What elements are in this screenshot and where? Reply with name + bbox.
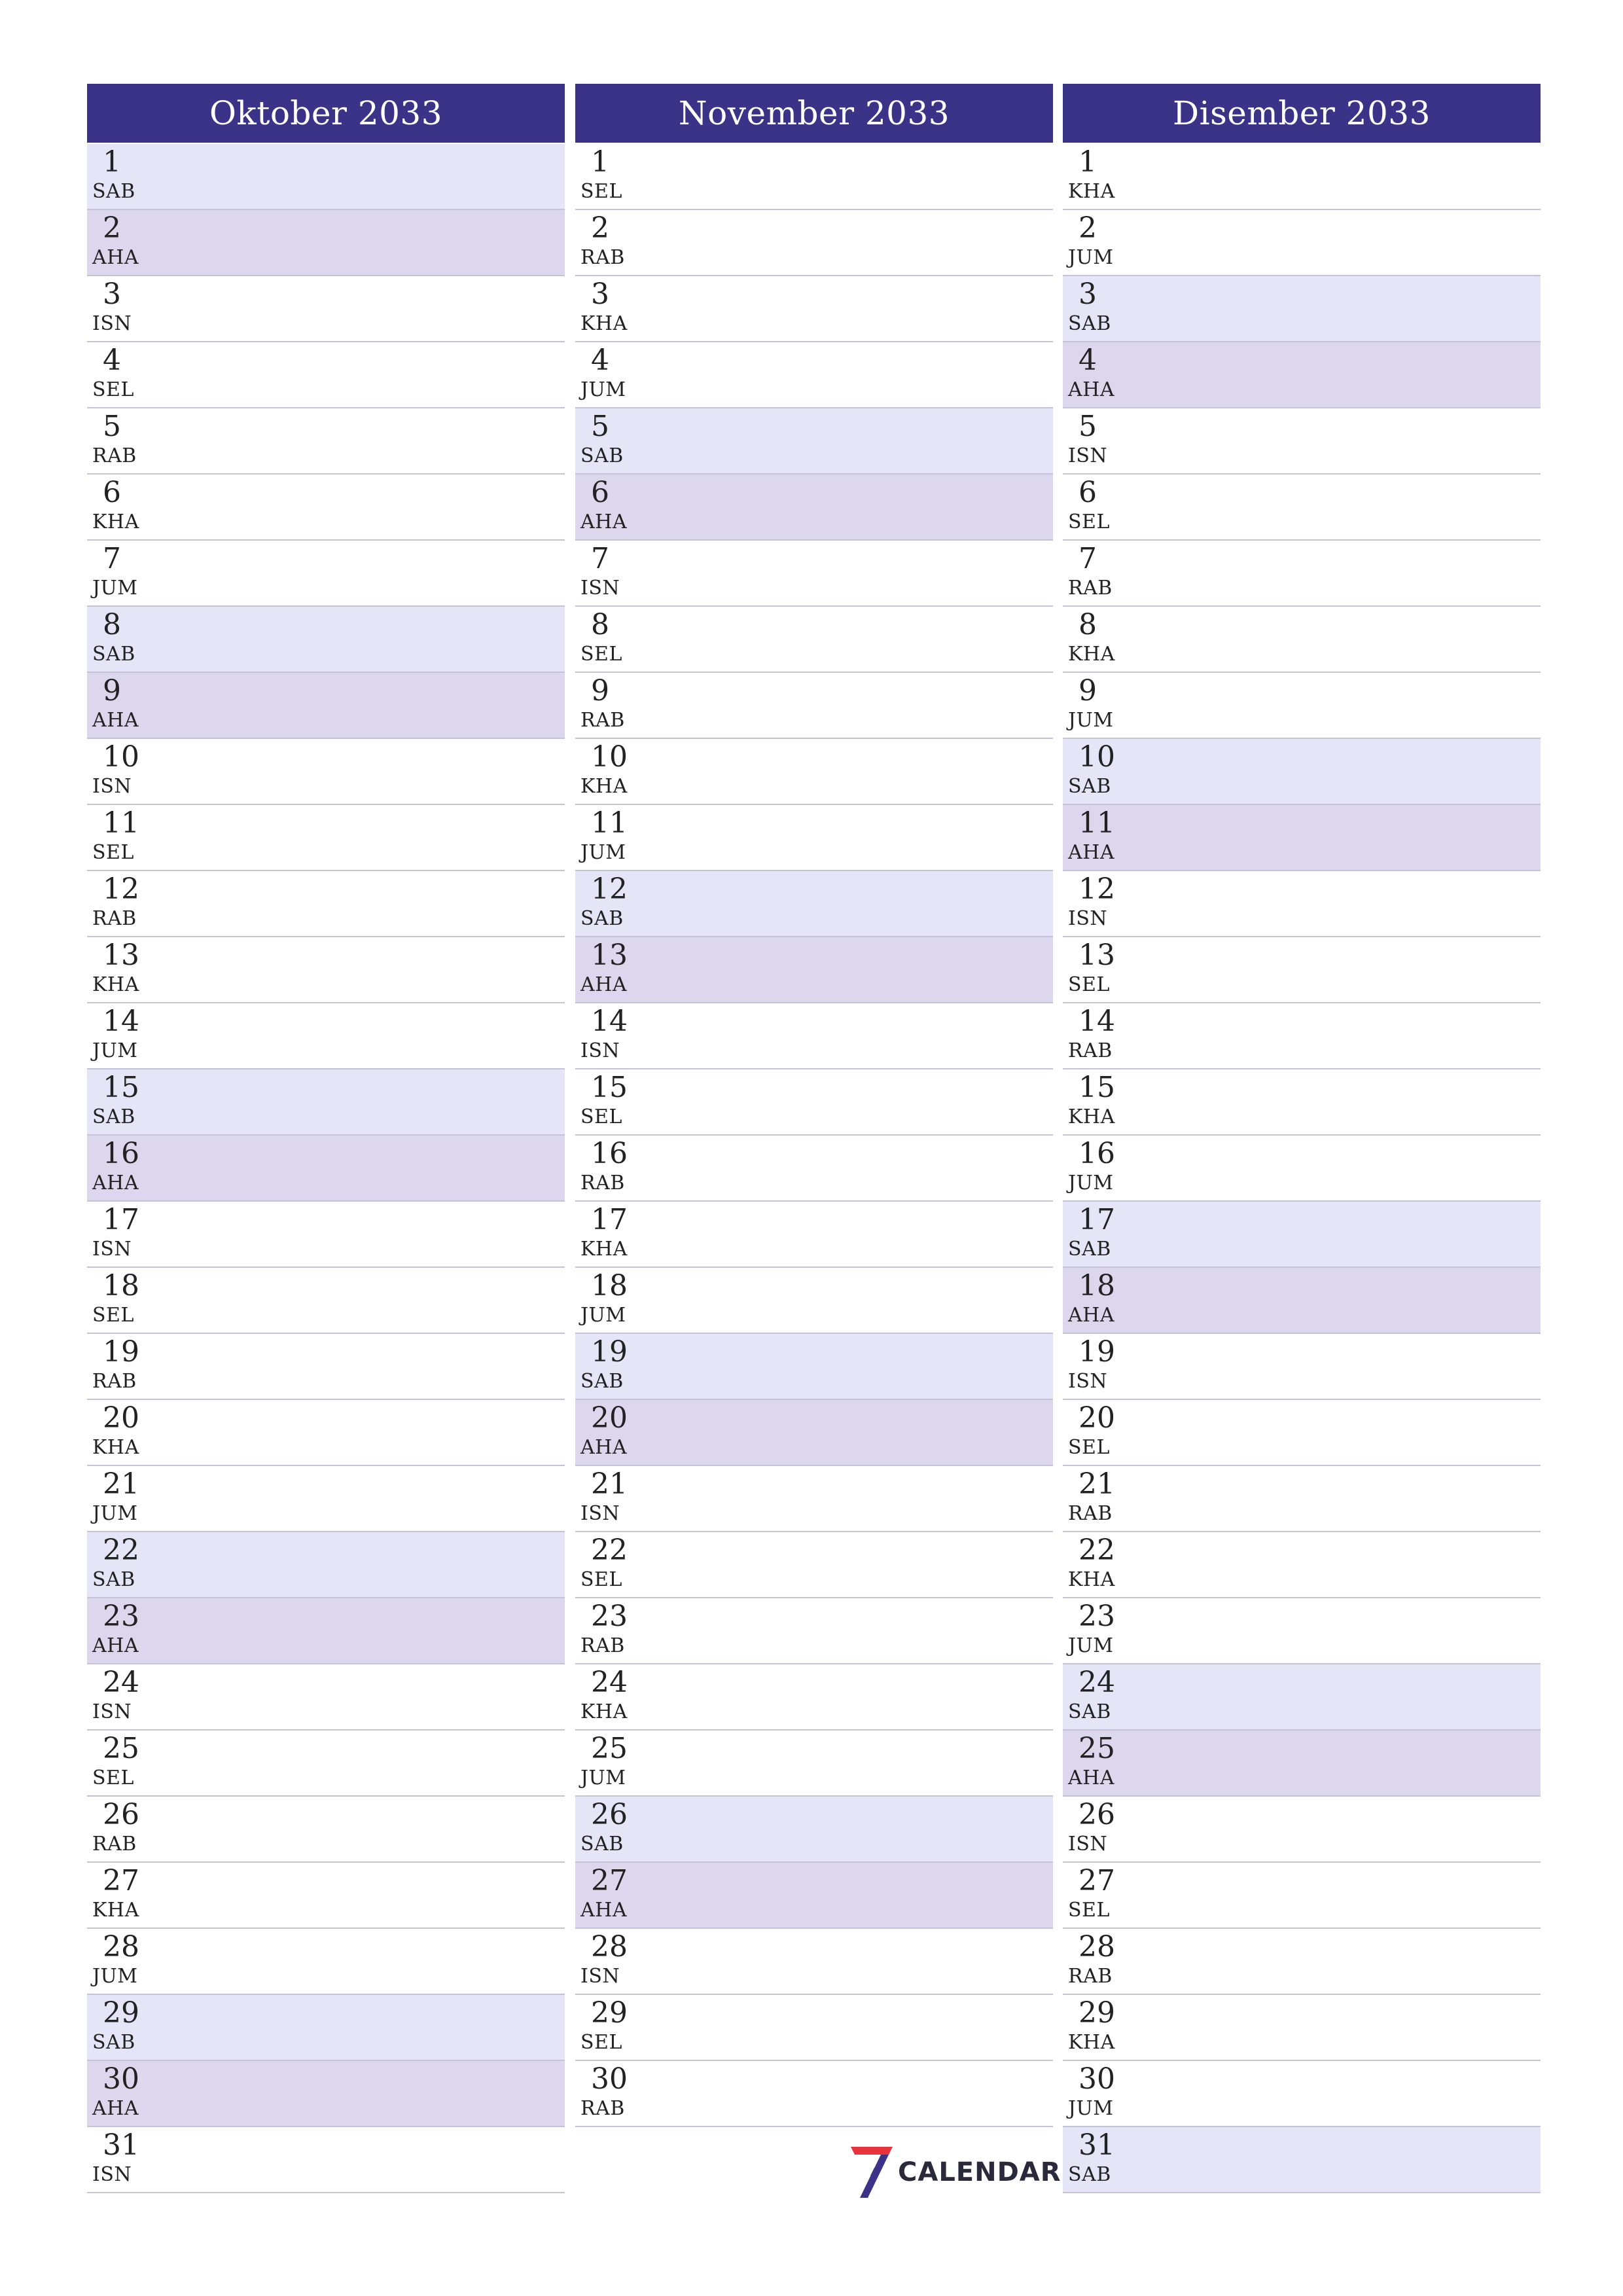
- day-row: [87, 144, 565, 210]
- day-of-week: KHA: [92, 1899, 139, 1922]
- day-row: [575, 1069, 1053, 1136]
- day-of-week: SEL: [580, 180, 622, 203]
- month-title: November 2033: [575, 84, 1053, 143]
- day-of-week: SEL: [1068, 511, 1110, 533]
- day-row: [575, 1664, 1053, 1731]
- day-number: 3: [1079, 278, 1097, 311]
- day-row: [1063, 1202, 1541, 1268]
- day-row: [87, 2061, 565, 2127]
- day-row: [1063, 475, 1541, 541]
- day-number: 29: [591, 1996, 628, 2030]
- day-of-week: SEL: [580, 1105, 622, 1128]
- day-of-week: SEL: [1068, 973, 1110, 996]
- day-number: 2: [1079, 211, 1097, 245]
- day-number: 10: [1079, 740, 1115, 774]
- day-row: [575, 1598, 1053, 1664]
- day-number: 20: [103, 1401, 139, 1435]
- day-of-week: SEL: [1068, 1436, 1110, 1459]
- day-number: 9: [103, 674, 121, 708]
- day-number: 6: [1079, 476, 1097, 509]
- day-of-week: RAB: [580, 246, 625, 269]
- month-column-1: [87, 84, 565, 2193]
- day-number: 26: [1079, 1798, 1115, 1831]
- day-of-week: KHA: [1068, 643, 1115, 666]
- day-number: 7: [591, 542, 609, 575]
- day-number: 14: [591, 1005, 628, 1038]
- day-of-week: AHA: [580, 973, 627, 996]
- day-number: 15: [103, 1071, 139, 1104]
- day-of-week: SEL: [580, 643, 622, 666]
- day-row: [575, 1202, 1053, 1268]
- day-of-week: KHA: [580, 1700, 628, 1723]
- day-row: [575, 1863, 1053, 1929]
- day-number: 11: [1079, 806, 1115, 840]
- day-row: [87, 1731, 565, 1797]
- day-row: [1063, 1995, 1541, 2061]
- logo-text: CALENDAR: [898, 2157, 1061, 2187]
- day-number: 14: [1079, 1005, 1115, 1038]
- day-number: 19: [1079, 1335, 1115, 1369]
- day-of-week: AHA: [92, 709, 139, 732]
- day-number: 24: [1079, 1666, 1115, 1699]
- day-row: [87, 1598, 565, 1664]
- seven-logo-icon: [848, 2145, 894, 2199]
- day-row: [87, 871, 565, 937]
- day-number: 23: [1079, 1600, 1115, 1633]
- day-of-week: JUM: [580, 1304, 626, 1327]
- day-number: 19: [103, 1335, 139, 1369]
- day-row: [1063, 144, 1541, 210]
- day-number: 13: [1079, 939, 1115, 972]
- day-of-week: ISN: [92, 2163, 132, 2186]
- day-row: [575, 673, 1053, 739]
- day-of-week: JUM: [1068, 1172, 1114, 1194]
- day-number: 1: [591, 145, 609, 179]
- day-of-week: AHA: [1068, 841, 1115, 864]
- day-of-week: KHA: [92, 511, 139, 533]
- day-row: [575, 408, 1053, 475]
- day-number: 8: [103, 608, 121, 641]
- day-number: 26: [103, 1798, 139, 1831]
- day-number: 11: [103, 806, 139, 840]
- day-number: 15: [1079, 1071, 1115, 1104]
- day-row: [87, 475, 565, 541]
- day-of-week: ISN: [1068, 907, 1108, 930]
- day-row: [87, 1863, 565, 1929]
- day-of-week: SAB: [92, 643, 135, 666]
- day-row: [1063, 276, 1541, 342]
- day-of-week: ISN: [92, 1700, 132, 1723]
- day-of-week: SAB: [92, 1568, 135, 1591]
- day-number: 17: [103, 1203, 139, 1236]
- day-of-week: SEL: [580, 1568, 622, 1591]
- day-number: 22: [1079, 1534, 1115, 1567]
- month-title: Oktober 2033: [87, 84, 565, 143]
- calendar-logo: [848, 2145, 1061, 2199]
- day-row: [575, 805, 1053, 871]
- day-number: 5: [1079, 410, 1097, 443]
- day-number: 23: [591, 1600, 628, 1633]
- day-row: [87, 541, 565, 607]
- day-of-week: JUM: [1068, 2097, 1114, 2120]
- day-number: 20: [591, 1401, 628, 1435]
- day-row: [87, 607, 565, 673]
- day-number: 29: [103, 1996, 139, 2030]
- day-of-week: ISN: [580, 1039, 620, 1062]
- day-row: [87, 1136, 565, 1202]
- day-row: [575, 475, 1053, 541]
- day-row: [87, 937, 565, 1003]
- day-number: 13: [591, 939, 628, 972]
- day-number: 24: [103, 1666, 139, 1699]
- day-row: [1063, 210, 1541, 276]
- day-number: 28: [1079, 1930, 1115, 1964]
- day-of-week: SAB: [92, 2031, 135, 2054]
- day-number: 25: [591, 1732, 628, 1765]
- day-number: 25: [1079, 1732, 1115, 1765]
- day-row: [575, 1136, 1053, 1202]
- day-of-week: SEL: [92, 1767, 134, 1789]
- day-number: 30: [591, 2062, 628, 2096]
- day-of-week: KHA: [1068, 2031, 1115, 2054]
- month-column-2: [575, 84, 1053, 2127]
- day-number: 10: [103, 740, 139, 774]
- day-row: [87, 1995, 565, 2061]
- day-row: [1063, 739, 1541, 805]
- day-number: 4: [1079, 344, 1097, 377]
- day-of-week: RAB: [92, 1833, 137, 1856]
- day-row: [575, 1797, 1053, 1863]
- day-of-week: SAB: [92, 180, 135, 203]
- day-row: [87, 1400, 565, 1466]
- day-of-week: JUM: [92, 1039, 138, 1062]
- day-of-week: RAB: [580, 1172, 625, 1194]
- day-number: 25: [103, 1732, 139, 1765]
- day-row: [87, 1929, 565, 1995]
- day-row: [87, 1202, 565, 1268]
- day-row: [575, 1995, 1053, 2061]
- day-row: [87, 1003, 565, 1069]
- day-of-week: ISN: [1068, 444, 1108, 467]
- day-of-week: JUM: [92, 1965, 138, 1988]
- day-of-week: JUM: [1068, 1634, 1114, 1657]
- day-number: 8: [1079, 608, 1097, 641]
- day-of-week: JUM: [1068, 709, 1114, 732]
- day-row: [1063, 1598, 1541, 1664]
- day-number: 17: [591, 1203, 628, 1236]
- day-number: 3: [103, 278, 121, 311]
- day-number: 21: [103, 1467, 139, 1501]
- day-of-week: SAB: [1068, 1700, 1111, 1723]
- month-column-3: [1063, 84, 1541, 2193]
- day-number: 19: [591, 1335, 628, 1369]
- day-of-week: ISN: [92, 312, 132, 335]
- day-row: [575, 144, 1053, 210]
- day-of-week: JUM: [1068, 246, 1114, 269]
- day-number: 21: [1079, 1467, 1115, 1501]
- day-of-week: SEL: [92, 841, 134, 864]
- day-number: 16: [591, 1137, 628, 1170]
- day-of-week: AHA: [92, 1172, 139, 1194]
- day-row: [87, 2127, 565, 2193]
- day-number: 15: [591, 1071, 628, 1104]
- day-list: [575, 144, 1053, 2127]
- day-number: 11: [591, 806, 628, 840]
- day-number: 31: [1079, 2128, 1115, 2162]
- day-number: 28: [591, 1930, 628, 1964]
- day-row: [87, 673, 565, 739]
- day-number: 16: [103, 1137, 139, 1170]
- day-row: [1063, 607, 1541, 673]
- day-of-week: SAB: [1068, 1238, 1111, 1261]
- day-of-week: ISN: [580, 1502, 620, 1525]
- day-row: [575, 210, 1053, 276]
- day-row: [1063, 1664, 1541, 1731]
- day-number: 23: [103, 1600, 139, 1633]
- day-number: 26: [591, 1798, 628, 1831]
- day-number: 5: [103, 410, 121, 443]
- day-row: [87, 1069, 565, 1136]
- day-number: 3: [591, 278, 609, 311]
- day-of-week: SEL: [92, 1304, 134, 1327]
- day-row: [87, 408, 565, 475]
- day-of-week: AHA: [92, 1634, 139, 1657]
- day-number: 6: [103, 476, 121, 509]
- day-list: [87, 144, 565, 2193]
- day-row: [575, 871, 1053, 937]
- day-of-week: SAB: [580, 907, 624, 930]
- day-row: [575, 1466, 1053, 1532]
- day-row: [1063, 1929, 1541, 1995]
- day-number: 5: [591, 410, 609, 443]
- day-number: 18: [1079, 1269, 1115, 1302]
- day-of-week: RAB: [1068, 1039, 1113, 1062]
- day-number: 2: [103, 211, 121, 245]
- day-of-week: JUM: [92, 1502, 138, 1525]
- day-number: 22: [103, 1534, 139, 1567]
- day-row: [1063, 342, 1541, 408]
- day-number: 31: [103, 2128, 139, 2162]
- day-number: 30: [103, 2062, 139, 2096]
- day-number: 4: [591, 344, 609, 377]
- day-of-week: KHA: [1068, 1105, 1115, 1128]
- day-number: 20: [1079, 1401, 1115, 1435]
- day-of-week: ISN: [580, 1965, 620, 1988]
- day-row: [87, 739, 565, 805]
- day-number: 2: [591, 211, 609, 245]
- day-number: 4: [103, 344, 121, 377]
- day-row: [1063, 1400, 1541, 1466]
- day-row: [575, 342, 1053, 408]
- day-of-week: AHA: [92, 2097, 139, 2120]
- day-row: [1063, 871, 1541, 937]
- day-of-week: JUM: [580, 378, 626, 401]
- day-row: [575, 607, 1053, 673]
- day-of-week: KHA: [92, 1436, 139, 1459]
- day-number: 9: [591, 674, 609, 708]
- day-row: [87, 1797, 565, 1863]
- day-number: 29: [1079, 1996, 1115, 2030]
- day-number: 13: [103, 939, 139, 972]
- day-of-week: KHA: [92, 973, 139, 996]
- day-row: [1063, 1731, 1541, 1797]
- day-row: [575, 1334, 1053, 1400]
- day-number: 7: [103, 542, 121, 575]
- day-row: [575, 937, 1053, 1003]
- day-row: [1063, 541, 1541, 607]
- day-of-week: SEL: [580, 2031, 622, 2054]
- day-of-week: SAB: [1068, 312, 1111, 335]
- day-of-week: RAB: [1068, 1502, 1113, 1525]
- day-number: 21: [591, 1467, 628, 1501]
- day-of-week: KHA: [580, 775, 628, 798]
- day-row: [1063, 408, 1541, 475]
- day-of-week: JUM: [92, 577, 138, 600]
- day-of-week: SAB: [1068, 775, 1111, 798]
- day-of-week: AHA: [1068, 1304, 1115, 1327]
- day-of-week: KHA: [580, 312, 628, 335]
- day-of-week: ISN: [580, 577, 620, 600]
- day-number: 1: [1079, 145, 1097, 179]
- day-row: [87, 1466, 565, 1532]
- day-of-week: SAB: [1068, 2163, 1111, 2186]
- day-row: [87, 1268, 565, 1334]
- day-number: 27: [591, 1864, 628, 1897]
- day-of-week: ISN: [92, 775, 132, 798]
- day-number: 27: [1079, 1864, 1115, 1897]
- day-row: [1063, 805, 1541, 871]
- day-row: [575, 541, 1053, 607]
- day-of-week: RAB: [92, 1370, 137, 1393]
- day-number: 27: [103, 1864, 139, 1897]
- day-of-week: SAB: [92, 1105, 135, 1128]
- day-row: [1063, 1532, 1541, 1598]
- day-row: [1063, 2127, 1541, 2193]
- day-of-week: ISN: [92, 1238, 132, 1261]
- day-of-week: RAB: [580, 709, 625, 732]
- day-of-week: SAB: [580, 444, 624, 467]
- day-row: [575, 1400, 1053, 1466]
- day-of-week: KHA: [580, 1238, 628, 1261]
- day-number: 12: [1079, 872, 1115, 906]
- day-row: [575, 1268, 1053, 1334]
- day-row: [575, 1929, 1053, 1995]
- day-row: [87, 1334, 565, 1400]
- day-row: [87, 210, 565, 276]
- day-row: [1063, 1797, 1541, 1863]
- day-number: 9: [1079, 674, 1097, 708]
- day-number: 17: [1079, 1203, 1115, 1236]
- day-of-week: AHA: [1068, 378, 1115, 401]
- day-row: [575, 739, 1053, 805]
- day-of-week: ISN: [1068, 1370, 1108, 1393]
- day-row: [1063, 1003, 1541, 1069]
- day-number: 6: [591, 476, 609, 509]
- day-row: [1063, 1863, 1541, 1929]
- day-number: 16: [1079, 1137, 1115, 1170]
- day-of-week: RAB: [580, 2097, 625, 2120]
- day-row: [1063, 2061, 1541, 2127]
- month-title: Disember 2033: [1063, 84, 1541, 143]
- day-of-week: SAB: [580, 1370, 624, 1393]
- day-of-week: ISN: [1068, 1833, 1108, 1856]
- day-number: 28: [103, 1930, 139, 1964]
- day-of-week: AHA: [580, 1899, 627, 1922]
- day-number: 8: [591, 608, 609, 641]
- day-row: [575, 1731, 1053, 1797]
- day-of-week: JUM: [580, 841, 626, 864]
- day-of-week: RAB: [1068, 577, 1113, 600]
- day-row: [575, 276, 1053, 342]
- day-number: 7: [1079, 542, 1097, 575]
- day-number: 18: [591, 1269, 628, 1302]
- day-of-week: SEL: [1068, 1899, 1110, 1922]
- day-number: 1: [103, 145, 121, 179]
- day-number: 24: [591, 1666, 628, 1699]
- day-number: 18: [103, 1269, 139, 1302]
- day-of-week: KHA: [1068, 1568, 1115, 1591]
- day-row: [575, 1003, 1053, 1069]
- day-of-week: RAB: [580, 1634, 625, 1657]
- day-row: [87, 1664, 565, 1731]
- day-of-week: SEL: [92, 378, 134, 401]
- day-row: [87, 1532, 565, 1598]
- day-row: [87, 342, 565, 408]
- day-row: [1063, 1136, 1541, 1202]
- day-number: 12: [103, 872, 139, 906]
- day-row: [1063, 1466, 1541, 1532]
- day-of-week: KHA: [1068, 180, 1115, 203]
- day-number: 12: [591, 872, 628, 906]
- day-row: [1063, 673, 1541, 739]
- day-row: [87, 276, 565, 342]
- day-of-week: AHA: [580, 1436, 627, 1459]
- day-of-week: AHA: [92, 246, 139, 269]
- day-row: [575, 1532, 1053, 1598]
- day-of-week: SAB: [580, 1833, 624, 1856]
- day-list: [1063, 144, 1541, 2193]
- day-number: 14: [103, 1005, 139, 1038]
- day-row: [1063, 937, 1541, 1003]
- day-of-week: AHA: [1068, 1767, 1115, 1789]
- day-row: [1063, 1069, 1541, 1136]
- day-of-week: JUM: [580, 1767, 626, 1789]
- day-of-week: RAB: [92, 907, 137, 930]
- day-of-week: RAB: [92, 444, 137, 467]
- day-number: 10: [591, 740, 628, 774]
- day-row: [575, 2061, 1053, 2127]
- day-number: 30: [1079, 2062, 1115, 2096]
- day-number: 22: [591, 1534, 628, 1567]
- day-row: [1063, 1334, 1541, 1400]
- day-row: [1063, 1268, 1541, 1334]
- day-of-week: AHA: [580, 511, 627, 533]
- day-row: [87, 805, 565, 871]
- day-of-week: RAB: [1068, 1965, 1113, 1988]
